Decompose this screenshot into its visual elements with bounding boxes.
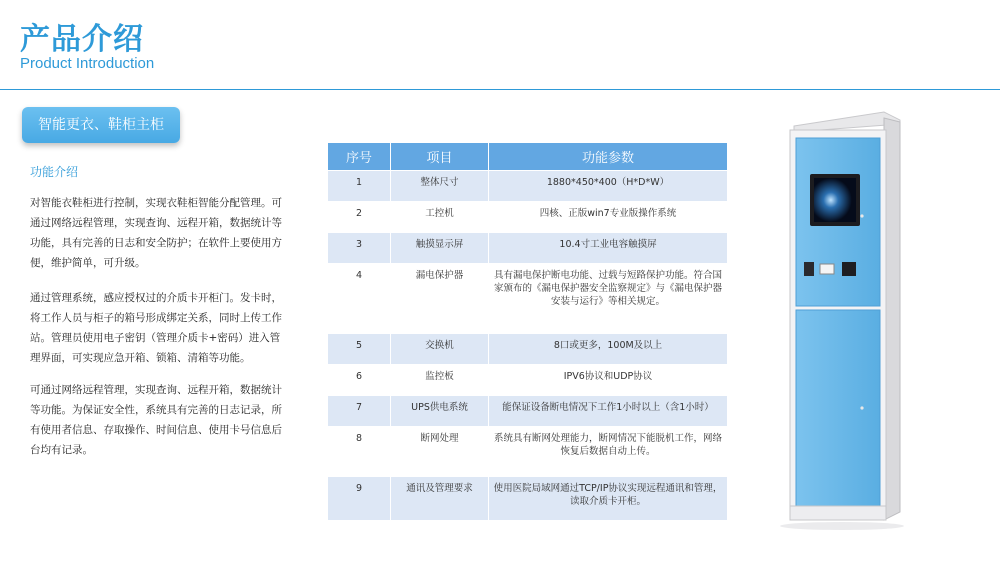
- row-param: 1880*450*400（H*D*W）: [489, 171, 728, 202]
- intro-paragraph-1: 对智能衣鞋柜进行控制，实现衣鞋柜智能分配管理。可通过网络远程管理，实现查询、远程开箱，数据统计等功能，具有完善的日志和安全防护；在软件上要使用方便，维护简单，可升级。: [30, 197, 282, 269]
- row-param: 四核、正版win7专业版操作系统: [489, 202, 728, 233]
- row-param: 10.4寸工业电容触摸屏: [489, 233, 728, 264]
- row-item: 通讯及管理要求: [391, 477, 489, 521]
- spec-table: [327, 142, 728, 521]
- row-item: 漏电保护器: [391, 264, 489, 334]
- function-intro-heading: 功能介绍: [30, 165, 79, 179]
- row-no: 6: [328, 365, 391, 396]
- row-no: 4: [328, 264, 391, 334]
- row-item: 监控板: [391, 365, 489, 396]
- section-label-button: 智能更衣、鞋柜主柜: [22, 107, 180, 143]
- row-item: 工控机: [391, 202, 489, 233]
- row-no: 7: [328, 396, 391, 427]
- rfid-reader-icon: [842, 262, 856, 276]
- intro-paragraph-2: 通过管理系统，感应授权过的介质卡开柜门。发卡时，将工作人员与柜子的箱号形成绑定关系，同时上传工作站。管理员使用电子密钥（管理介质卡+密码）进入管理界面，可实现应急开箱、锁箱、清箱等功能。: [30, 292, 282, 364]
- intro-paragraph-3: 可通过网络远程管理，实现查询、远程开箱，数据统计等功能。为保证安全性，系统具有完善的日志记录，所有使用者信息、存取操作、时间信息、使用卡号信息后台均有记录。: [30, 384, 282, 456]
- header-divider: [0, 89, 1000, 90]
- table-row: [328, 171, 728, 202]
- header-item: 项目: [391, 143, 489, 171]
- table-row: [328, 427, 728, 477]
- row-no: 9: [328, 477, 391, 521]
- header-param: 功能参数: [489, 143, 728, 171]
- header-no: 序号: [328, 143, 391, 171]
- row-param: 具有漏电保护断电功能、过载与短路保护功能。符合国家颁布的《漏电保护器安全监察规定》与《漏电保护器安装与运行》等相关规定。: [489, 264, 728, 334]
- table-row: [328, 365, 728, 396]
- table-row: [328, 396, 728, 427]
- row-param: 能保证设备断电情况下工作1小时以上（含1小时）: [489, 396, 728, 427]
- smart-locker-cabinet-image: [772, 108, 922, 533]
- table-row: [328, 233, 728, 264]
- row-item: 整体尺寸: [391, 171, 489, 202]
- table-row: [328, 334, 728, 365]
- row-param: 系统具有断网处理能力，断网情况下能脱机工作，网络恢复后数据自动上传。: [489, 427, 728, 477]
- spec-table-header: [328, 143, 728, 171]
- row-no: 2: [328, 202, 391, 233]
- table-row: [328, 264, 728, 334]
- table-row: [328, 202, 728, 233]
- qr-scanner-icon: [820, 264, 834, 274]
- row-param: IPV6协议和UDP协议: [489, 365, 728, 396]
- row-no: 3: [328, 233, 391, 264]
- table-row: [328, 477, 728, 521]
- row-param: 8口或更多，100M及以上: [489, 334, 728, 365]
- row-param: 使用医院局域网通过TCP/IP协议实现远程通讯和管理，读取介质卡开柜。: [489, 477, 728, 521]
- row-no: 5: [328, 334, 391, 365]
- page-subtitle: Product Introduction: [20, 55, 155, 72]
- row-item: UPS供电系统: [391, 396, 489, 427]
- row-no: 8: [328, 427, 391, 477]
- row-item: 交换机: [391, 334, 489, 365]
- row-item: 触摸显示屏: [391, 233, 489, 264]
- row-no: 1: [328, 171, 391, 202]
- card-reader-slot-icon: [804, 262, 814, 276]
- row-item: 断网处理: [391, 427, 489, 477]
- page-title: 产品介绍: [20, 22, 144, 57]
